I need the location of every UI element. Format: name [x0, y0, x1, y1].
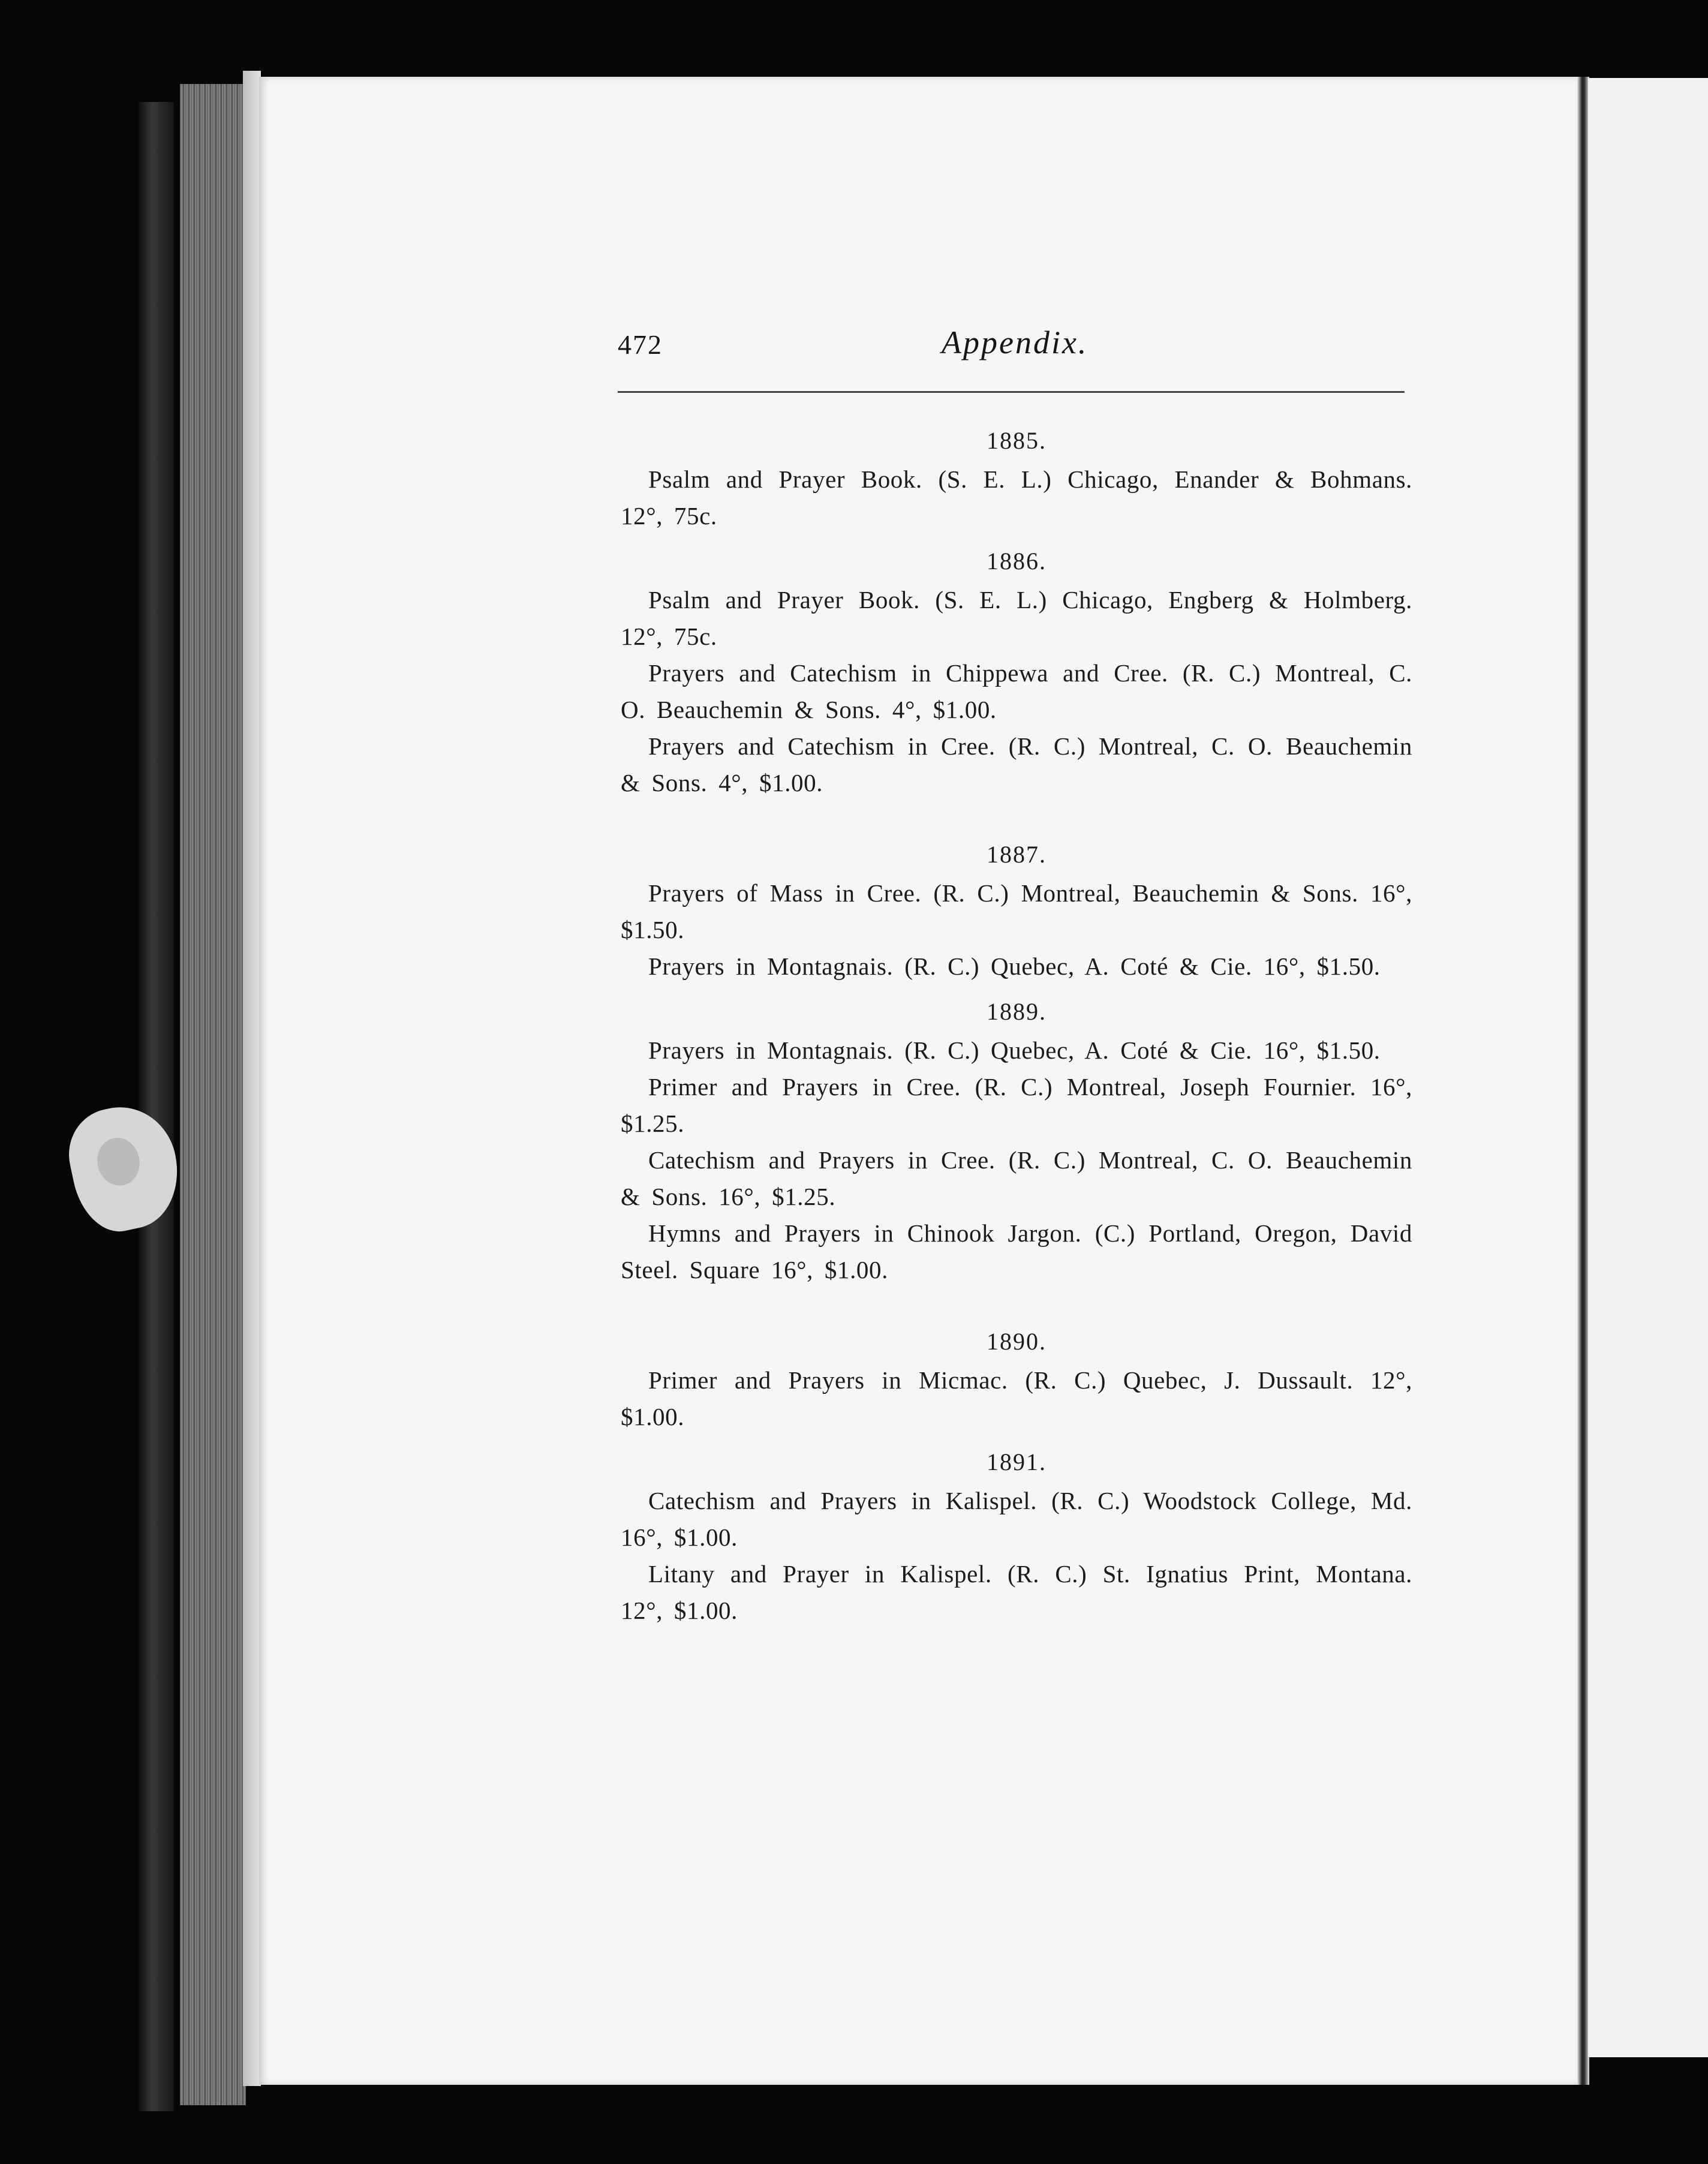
bibliography-entry: Prayers and Catechism in Chippewa and Cree. (R. C.) Montreal, C. O. Beauchemin & Sons. 4°, $1.00.: [621, 659, 1412, 723]
book-edge-dark: [138, 102, 174, 2111]
bibliography-entry: Hymns and Prayers in Chinook Jargon. (C.) Portland, Oregon, David Steel. Square 16°, $1.00.: [621, 1219, 1412, 1284]
bibliography-entry: Psalm and Prayer Book. (S. E. L.) Chicago, Enander & Bohmans. 12°, 75c.: [621, 465, 1412, 530]
bibliography-entry: Catechism and Prayers in Kalispel. (R. C.) Woodstock College, Md. 16°, $1.00.: [621, 1487, 1412, 1551]
year-heading: 1889.: [987, 998, 1047, 1025]
running-head: Appendix.: [942, 324, 1088, 360]
header-rule: [618, 391, 1405, 393]
year-heading: 1886.: [987, 548, 1047, 575]
bibliography-entry: Primer and Prayers in Cree. (R. C.) Montreal, Joseph Fournier. 16°, $1.25.: [621, 1073, 1412, 1137]
book-page-edge-light: [243, 71, 261, 2086]
page-header: [618, 324, 1415, 366]
year-heading: 1890.: [987, 1328, 1047, 1355]
bibliography-entry: Psalm and Prayer Book. (S. E. L.) Chicago, Engberg & Holmberg. 12°, 75c.: [621, 586, 1412, 650]
year-heading: 1887.: [987, 841, 1047, 868]
year-heading: 1891.: [987, 1448, 1047, 1475]
bibliography-entry: Prayers in Montagnais. (R. C.) Quebec, A. Coté & Cie. 16°, $1.50.: [648, 952, 1381, 980]
book-page-edges: [180, 84, 246, 2105]
page-gutter: [1577, 77, 1589, 2085]
bibliography-entry: Prayers and Catechism in Cree. (R. C.) Montreal, C. O. Beauchemin & Sons. 4°, $1.00.: [621, 732, 1412, 797]
page-number: 472: [618, 329, 663, 360]
bibliography-list: [621, 414, 1412, 1629]
facing-page: [1588, 78, 1708, 2057]
bibliography-entry: Catechism and Prayers in Cree. (R. C.) Montreal, C. O. Beauchemin & Sons. 16°, $1.25.: [621, 1146, 1412, 1210]
bibliography-entry: Litany and Prayer in Kalispel. (R. C.) St. Ignatius Print, Montana. 12°, $1.00.: [621, 1560, 1412, 1624]
year-heading: 1885.: [987, 427, 1047, 454]
bibliography-entry: Prayers in Montagnais. (R. C.) Quebec, A. Coté & Cie. 16°, $1.50.: [648, 1036, 1381, 1064]
bibliography-entry: Prayers of Mass in Cree. (R. C.) Montreal, Beauchemin & Sons. 16°, $1.50.: [621, 879, 1412, 943]
bibliography-entry: Primer and Prayers in Micmac. (R. C.) Quebec, J. Dussault. 12°, $1.00.: [621, 1366, 1412, 1430]
